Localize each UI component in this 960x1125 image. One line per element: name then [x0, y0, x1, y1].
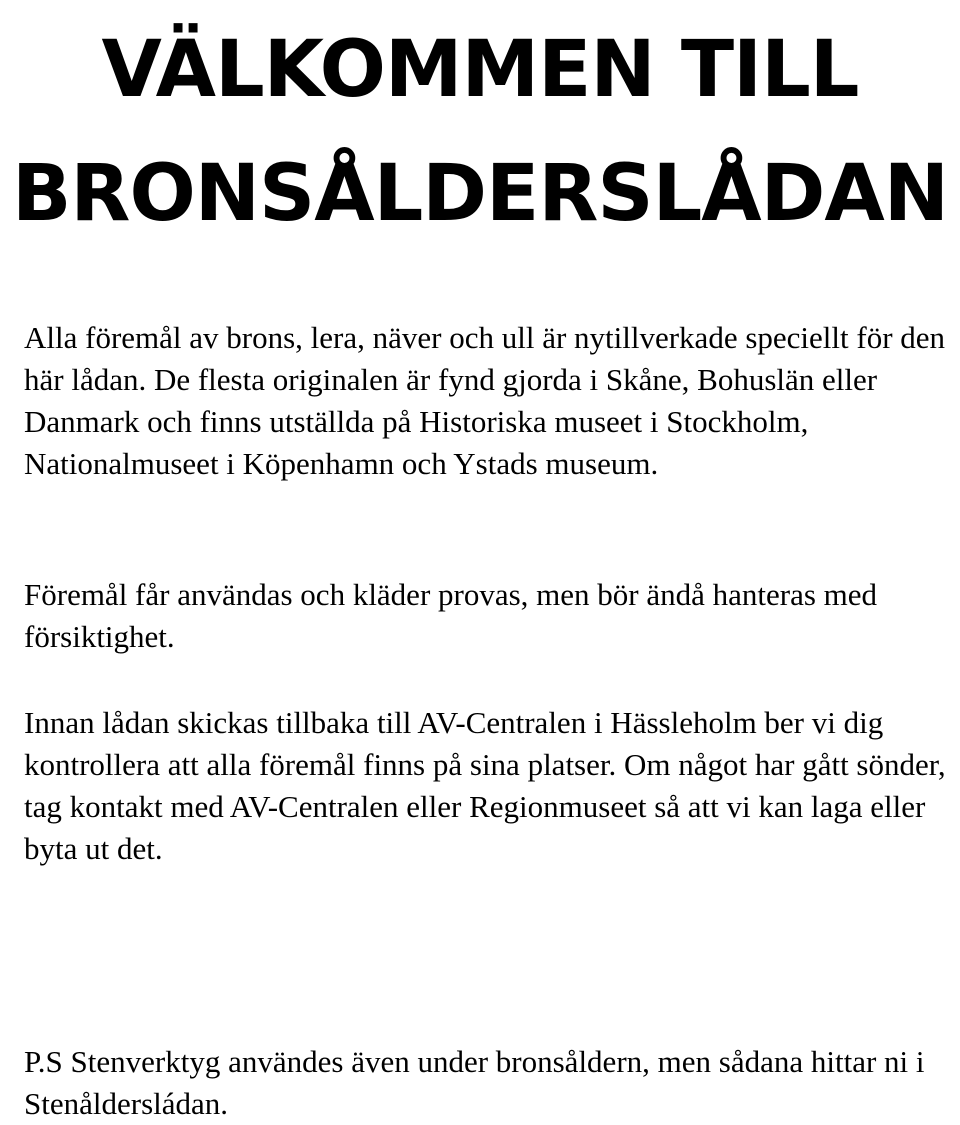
page-title [0, 8, 960, 256]
title-line-1: VÄLKOMMEN TILL [101, 25, 859, 115]
title-line-2: BRONSÅLDERSLÅDAN [11, 149, 949, 239]
paragraph-about-objects: Alla föremål av brons, lera, näver och ull är nytillverkade speciellt för den här lådan. De flesta originalen är fynd gjorda i Skåne, Bohuslän eller Danmark och finns utställda på Historiska museet i Stockholm, Nationalmuseet i Köpenhamn och Ystads museum. [24, 320, 946, 481]
paragraph-postscript: P.S Stenverktyg användes även under bronsåldern, men sådana hittar ni i Stenåldersládan. [24, 1044, 925, 1121]
paragraph-handling: Föremål får användas och kläder provas, men bör ändå hanteras med försiktighet. [24, 577, 878, 654]
paragraph-return-instructions: Innan lådan skickas tillbaka till AV-Centralen i Hässleholm ber vi dig kontrollera att alla föremål finns på sina platser. Om något har gått sönder, tag kontakt med AV-Centralen eller Regionmuseet så att vi kan laga eller byta ut det. [24, 705, 946, 866]
